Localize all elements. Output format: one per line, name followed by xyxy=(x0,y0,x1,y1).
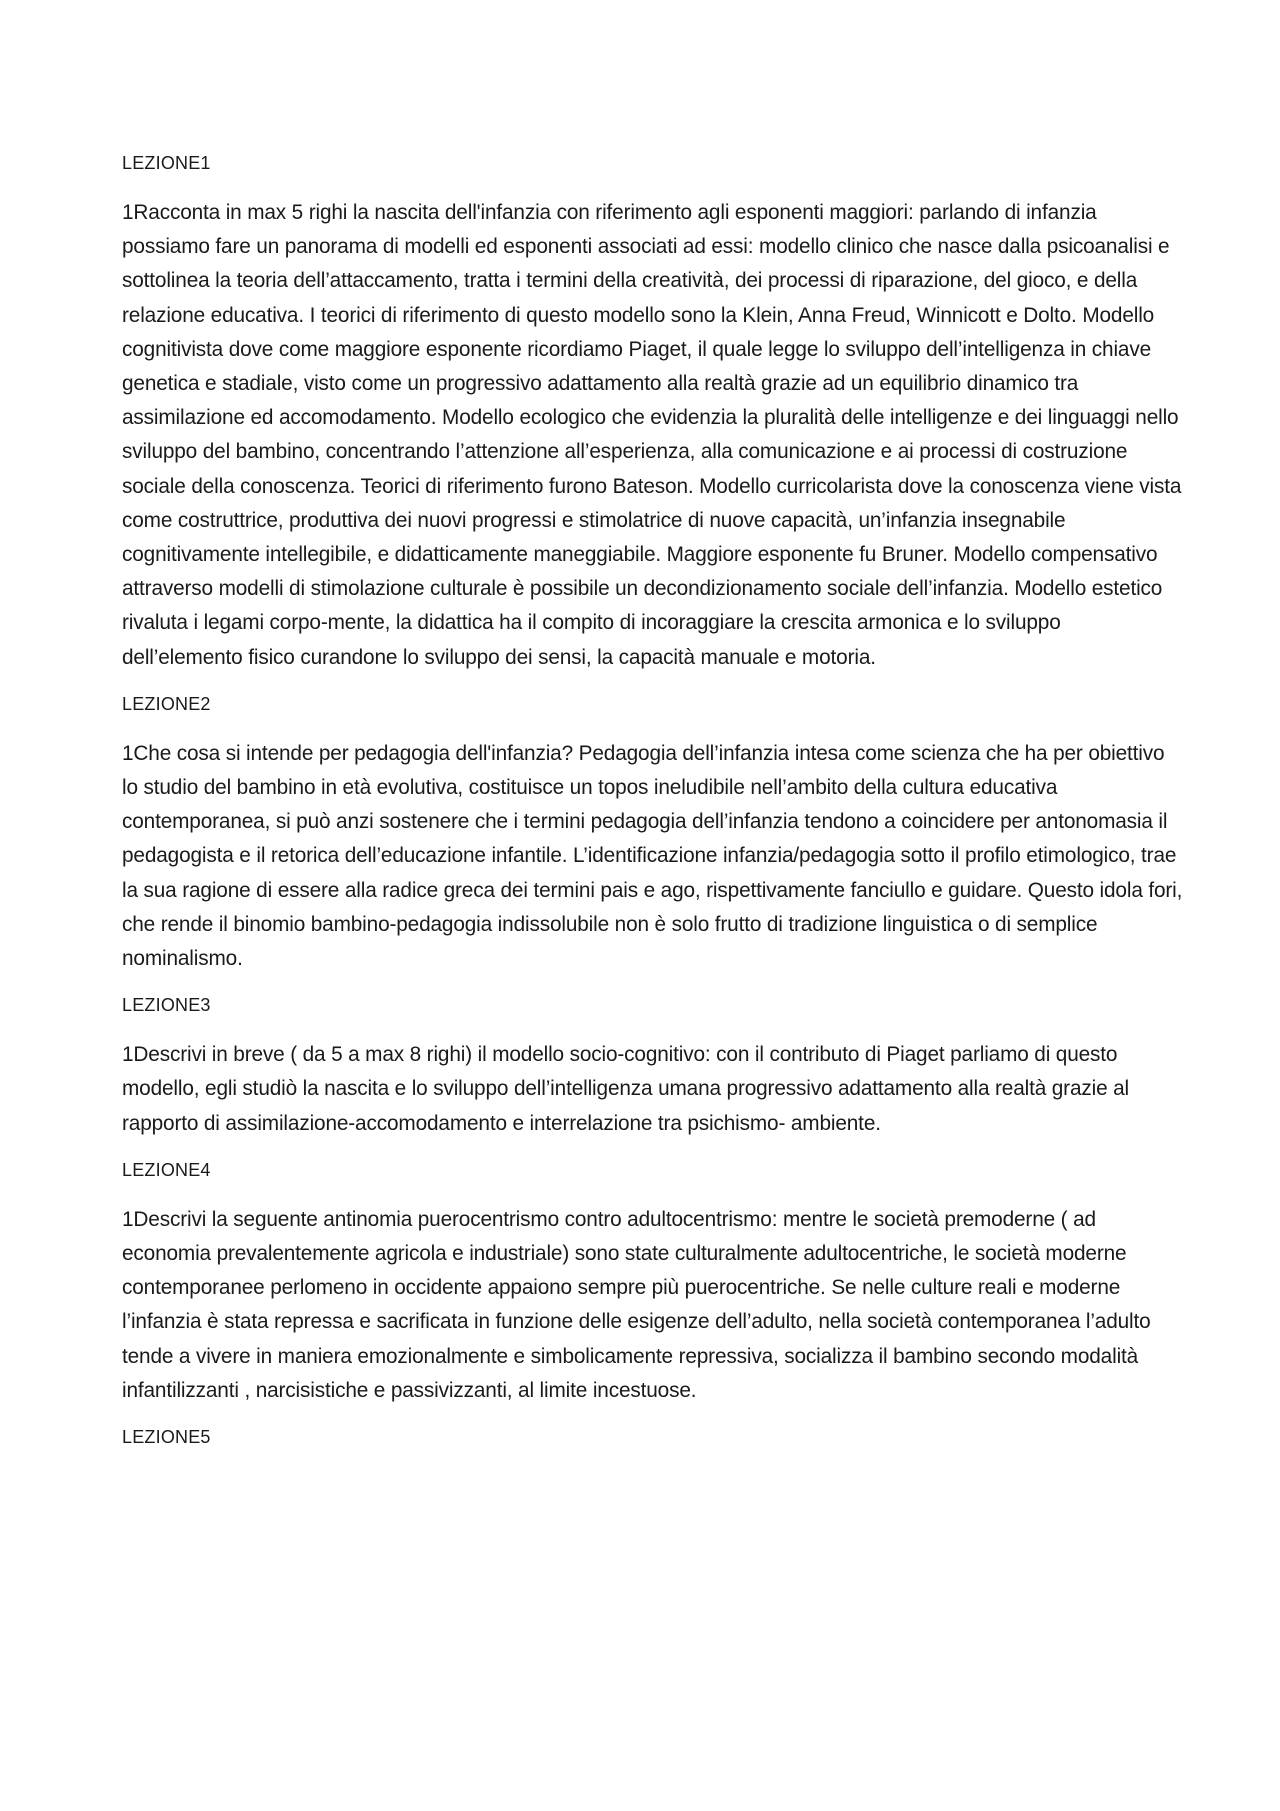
lesson-3-text: 1Descrivi in breve ( da 5 a max 8 righi) il modello socio-cognitivo: con il contributo di Piaget parliamo di questo modello, egli studiò la nascita e lo sviluppo dell’intelligenza umana progressivo adattamento alla realtà grazie al rapporto di assimilazione-accomodamento e interrelazione tra psichismo- ambiente. xyxy=(122,1043,1130,1135)
lesson-2-text: 1Che cosa si intende per pedagogia dell'infanzia? Pedagogia dell’infanzia intesa come scienza che ha per obiettivo lo studio del bambino in età evolutiva, costituisce un topos ineludibile nell’ambito della cultura educativa contemporanea, si può anzi sostenere che i termini pedagogia dell’infanzia tendono a coincidere per antonomasia il pedagogista e il retorica dell’educazione infantile. L’identificazione infanzia/pedagogia sotto il profilo etimologico, trae la sua ragione di essere alla radice greca dei termini pais e ago, rispettivamente fanciullo e guidare. Questo idola fori, che rende il binomio bambino-pedagogia indissolubile non è solo frutto di tradizione linguistica o di semplice nominalismo. xyxy=(122,741,1183,971)
lesson-4-text: 1Descrivi la seguente antinomia puerocentrismo contro adultocentrismo: mentre le società premoderne ( ad economia prevalentemente agricola e industriale) sono state culturalmente adultocentriche, le società moderne contemporanee perlomeno in occidente appaiono sempre più puerocentriche. Se nelle culture reali e moderne l’infanzia è stata repressa e sacrificata in funzione delle esigenze dell’adulto, nella società contemporanea l’adulto tende a vivere in maniera emozionalmente e simbolicamente repressiva, socializza il bambino secondo modalità infantilizzanti , narcisistiche e passivizzanti, al limite incestuose. xyxy=(122,1207,1151,1402)
lesson-2-heading: LEZIONE2 xyxy=(122,693,211,714)
document-page xyxy=(122,150,1184,1470)
lesson-1-text: 1Racconta in max 5 righi la nascita dell'infanzia con riferimento agli esponenti maggiori: parlando di infanzia possiamo fare un panorama di modelli ed esponenti associati ad essi: modello clinico che nasce dalla psicoanalisi e sottolinea la teoria dell’attaccamento, tratta i termini della creatività, dei processi di riparazione, del gioco, e della relazione educativa. I teorici di riferimento di questo modello sono la Klein, Anna Freud, Winnicott e Dolto. Modello cognitivista dove come maggiore esponente ricordiamo Piaget, il quale legge lo sviluppo dell’intelligenza in chiave genetica e stadiale, visto come un progressivo adattamento alla realtà grazie ad un equilibrio dinamico tra assimilazione ed accomodamento. Modello ecologico che evidenzia la pluralità delle intelligenze e dei linguaggi nello sviluppo del bambino, concentrando l’attenzione all’esperienza, alla comunicazione e ai processi di costruzione sociale della conoscenza. Teorici di riferimento furono Bateson. Modello curricolarista dove la conoscenza viene vista come costruttrice, produttiva dei nuovi progressi e stimolatrice di nuove capacità, un’infanzia insegnabile cognitivamente intellegibile, e didatticamente maneggiabile. Maggiore esponente fu Bruner. Modello compensativo attraverso modelli di stimolazione culturale è possibile un decondizionamento sociale dell’infanzia. Modello estetico rivaluta i legami corpo-mente, la didattica ha il compito di incoraggiare la crescita armonica e lo sviluppo dell’elemento fisico curandone lo sviluppo dei sensi, la capacità manuale e motoria. xyxy=(122,201,1182,669)
lesson-4-heading: LEZIONE4 xyxy=(122,1159,211,1180)
lesson-1-heading: LEZIONE1 xyxy=(122,153,211,173)
lesson-5-heading: LEZIONE5 xyxy=(122,1427,211,1448)
lesson-3-heading: LEZIONE3 xyxy=(122,995,211,1016)
